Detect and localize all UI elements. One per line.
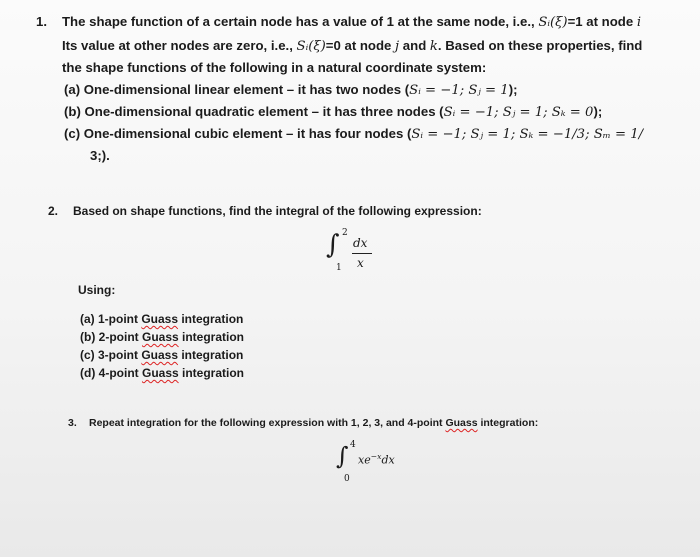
q1-number: 1. [36,14,47,29]
integrand: $xe^{-x}dx$ [358,452,395,467]
q1-item-c-cont: 3;). [90,148,110,163]
q2-item-a: (a) 1-point Guass integration [80,312,244,326]
q1-item-c: (c) One-dimensional cubic element – it has four nodes (Sᵢ = −1; Sⱼ = 1; Sₖ = −1/3; Sₘ = 1/ [64,126,644,142]
q2-item-d: (d) 4-point Guass integration [80,366,245,380]
q3-text: Repeat integration for the following expression with 1, 2, 3, and 4-point Guass integration: [89,417,539,429]
upper-limit: 2 [342,228,348,238]
q1-item-a: (a) One-dimensional linear element – it has two nodes (Sᵢ = −1; Sⱼ = 1); [64,82,518,98]
q2-number: 2. [48,204,59,218]
q2-item-c: (c) 3-point Guass integration [80,348,244,362]
upper-limit: 4 [350,440,356,450]
using-label: Using: [78,283,116,297]
fraction-bar [352,253,372,254]
numerator: dx [353,236,368,250]
lower-limit: 0 [344,474,350,484]
lower-limit: 1 [336,263,342,273]
q2-integral [326,228,396,288]
integral-sign: ∫ [336,442,349,470]
q2-text: Based on shape functions, find the integral of the following expression: [73,204,482,218]
q1-item-b: (b) One-dimensional quadratic element – it has three nodes (Sᵢ = −1; Sⱼ = 1; Sₖ = 0); [64,104,603,120]
q1-line-1: The shape function of a certain node has a value of 1 at the same node, i.e., Sᵢ(ξ)=1 at node i [62,14,642,30]
q3-number: 3. [68,417,77,429]
shape-function-symbol: Sᵢ(ξ) [538,15,568,30]
q3-integral [336,440,426,492]
q2-item-b: (b) 2-point Guass integration [80,330,245,344]
denominator: x [357,256,364,270]
q1-line-2: Its value at other nodes are zero, i.e., Sᵢ(ξ)=0 at node j and k. Based on these properties, find [62,38,643,54]
q1-line-3: the shape functions of the following in a natural coordinate system: [62,60,487,75]
integral-sign: ∫ [326,230,340,260]
